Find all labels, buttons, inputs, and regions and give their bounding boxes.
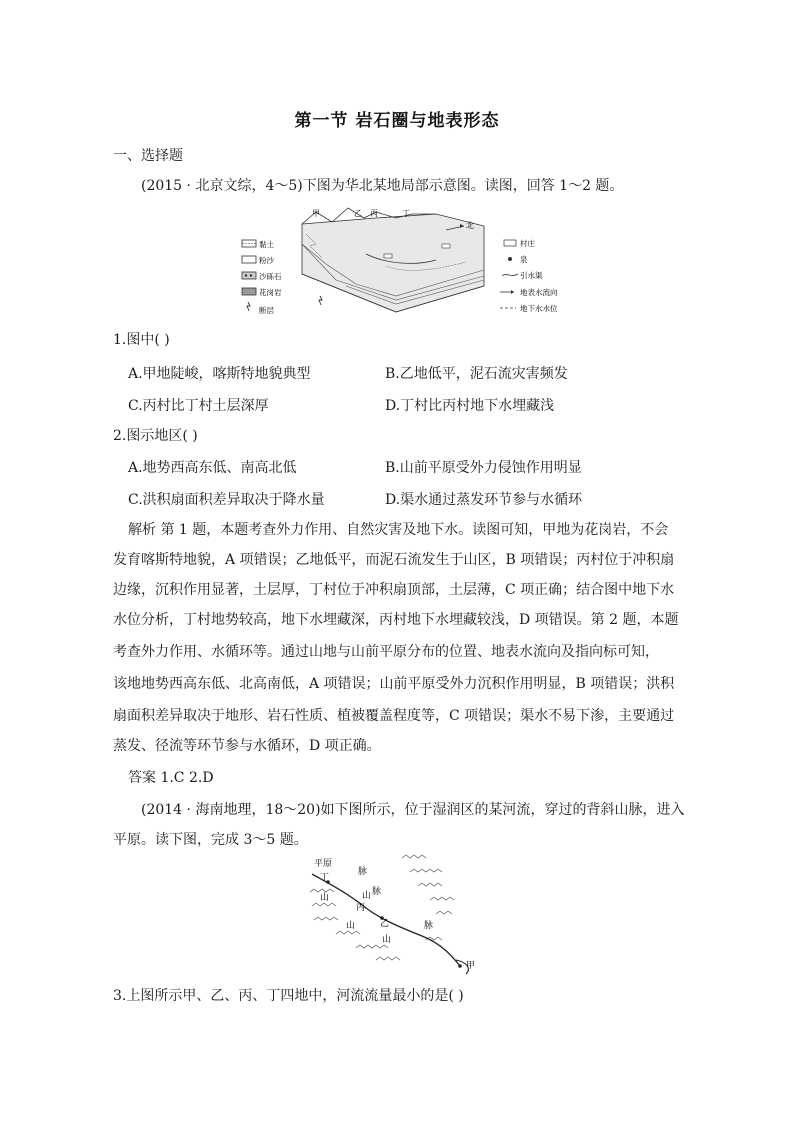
legend-canal: 引水渠 — [520, 271, 543, 280]
label-mountain: 山 — [382, 935, 392, 945]
label-mountain: 山 — [346, 921, 356, 931]
q1-option-a: A.甲地陡峻，喀斯特地貌典型 — [128, 366, 311, 382]
intro-2-line-1: (2014 · 海南地理，18～20)如下图所示，位于湿润区的某河流，穿过的背斜山脉，进入 — [141, 802, 685, 818]
legend-gravel: 沙砾石 — [259, 272, 282, 281]
figure-1-block-diagram — [236, 204, 562, 320]
analysis-line: 蒸发、径流等环节参与水循环，D 项正确。 — [113, 738, 381, 754]
label-plain: 平原 — [314, 859, 333, 869]
q2-option-c: C.洪积扇面积差异取决于降水量 — [128, 492, 325, 508]
q2-option-a: A.地势西高东低、南高北低 — [128, 460, 297, 476]
answer-line: 答案 1.C 2.D — [128, 770, 214, 786]
analysis-line: 考查外力作用、水循环等。通过山地与山前平原分布的位置、地表水流向及指向标可知， — [113, 644, 659, 660]
label-range: 脉 — [424, 921, 434, 931]
analysis-line: 该地地势西高东低、北高南低，A 项错误；山前平原受外力沉积作用明显，B 项错误；洪积 — [113, 676, 675, 692]
page-title: 第一节 岩石圈与地表形态 — [294, 111, 500, 131]
analysis-line: 边缘，沉积作用显著，土层厚，丁村位于冲积扇顶部，土层薄，C 项正确；结合图中地下水 — [113, 582, 675, 598]
legend-granite: 花岗岩 — [259, 288, 282, 297]
analysis-line: 扇面积差异取决于地形、岩石性质、植被覆盖程度等，C 项错误；渠水不易下渗，主要通过 — [113, 708, 675, 724]
legend-right — [500, 238, 558, 313]
label-ding: 丁 — [402, 209, 410, 218]
legend-spring: 泉 — [520, 255, 528, 264]
q3-stem: 3.上图所示甲、乙、丙、丁四地中，河流流量最小的是( ) — [113, 988, 464, 1004]
label-jia: 甲 — [312, 209, 320, 218]
label-range: 脉 — [358, 867, 368, 877]
label-ding-point: 丁 — [320, 873, 330, 883]
label-jia-point: 甲 — [466, 961, 476, 971]
intro-2-line-2: 平原。读下图，完成 3～5 题。 — [113, 832, 308, 848]
analysis-line: 发育喀斯特地貌，A 项错误；乙地低平，而泥石流发生于山区，B 项错误；丙村位于冲积扇 — [113, 552, 675, 568]
analysis-line: 解析 第 1 题，本题考查外力作用、自然灾害及地下水。读图可知，甲地为花岗岩，不会 — [128, 522, 669, 538]
figure-2-river-map — [306, 852, 486, 978]
legend-silt: 粉沙 — [259, 256, 274, 265]
intro-1: (2015 · 北京文综，4～5)下图为华北某地局部示意图。读图，回答 1～2 题。 — [141, 178, 624, 194]
label-yi-point: 乙 — [380, 919, 390, 929]
label-yi: 乙 — [354, 209, 362, 218]
q2-option-d: D.渠水通过蒸发环节参与水循环 — [385, 492, 583, 508]
legend-surface-flow: 地表水流向 — [520, 288, 558, 297]
q2-stem: 2.图示地区( ) — [113, 428, 198, 444]
label-mountain: 山 — [362, 891, 372, 901]
q1-option-c: C.丙村比丁村土层深厚 — [128, 398, 269, 414]
q1-option-b: B.乙地低平，泥石流灾害频发 — [385, 366, 568, 382]
section-heading: 一、选择题 — [113, 148, 183, 164]
legend-fault: 断层 — [259, 306, 274, 315]
north-arrow-label: 北 — [466, 221, 474, 230]
label-range: 脉 — [372, 887, 382, 897]
label-bing-point: 丙 — [356, 903, 366, 913]
q1-option-d: D.丁村比丙村地下水埋藏浅 — [385, 398, 555, 414]
legend-village: 村庄 — [520, 239, 535, 248]
legend-water-table: 地下水水位 — [520, 304, 558, 313]
label-bing: 丙 — [370, 209, 378, 218]
q1-stem: 1.图中( ) — [113, 332, 170, 348]
q2-option-b: B.山前平原受外力侵蚀作用明显 — [385, 460, 582, 476]
block-diagram — [302, 208, 484, 312]
legend-left — [242, 239, 282, 315]
label-mountain: 山 — [320, 893, 330, 903]
legend-clay: 黏土 — [259, 240, 274, 249]
analysis-line: 水位分析，丁村地势较高，地下水埋藏深，丙村地下水埋藏较浅，D 项错误。第 2 题，本题 — [113, 612, 679, 628]
